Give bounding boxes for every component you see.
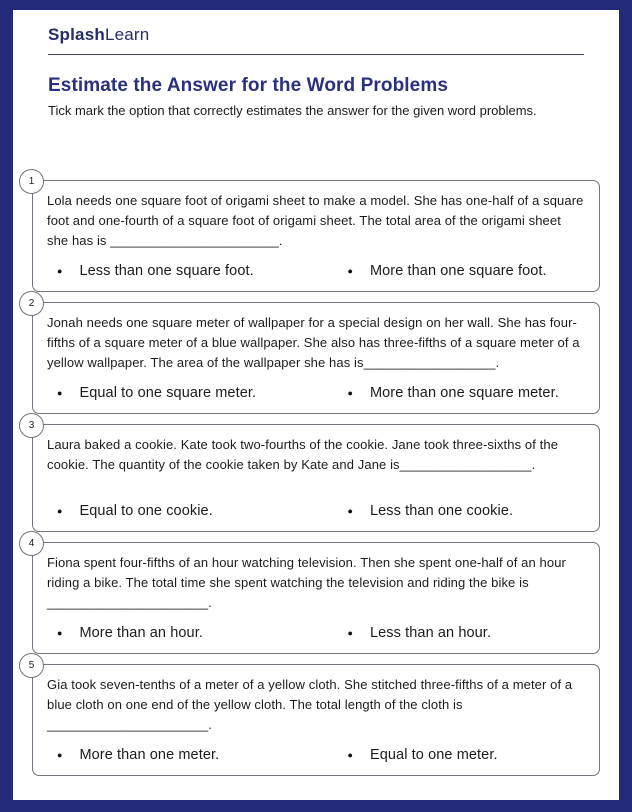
problem-card-4 <box>28 538 600 654</box>
problem-number: 2 <box>28 298 35 309</box>
option-label: Less than one cookie. <box>369 503 514 519</box>
bullet-icon: ● <box>347 627 353 638</box>
option-label: Equal to one square meter. <box>79 385 257 401</box>
options-row <box>47 251 585 279</box>
problem-card-1 <box>28 176 600 292</box>
header-divider <box>48 54 584 55</box>
option-label: More than one meter. <box>79 747 220 763</box>
logo-text-regular: Learn <box>104 25 150 44</box>
bullet-icon: ● <box>347 505 353 516</box>
bullet-icon: ● <box>57 387 63 398</box>
option-b[interactable] <box>338 503 585 519</box>
option-label: Equal to one meter. <box>369 747 498 763</box>
problem-number-badge <box>19 653 44 678</box>
options-row <box>47 735 585 763</box>
option-label: Equal to one cookie. <box>79 503 213 519</box>
options-row <box>47 491 585 519</box>
problem-number: 1 <box>28 176 35 187</box>
options-row <box>47 373 585 401</box>
option-label: Less than an hour. <box>369 625 492 641</box>
problem-number: 5 <box>28 660 35 671</box>
problem-number: 3 <box>28 420 35 431</box>
option-label: More than an hour. <box>79 625 203 641</box>
options-row <box>47 613 585 641</box>
problem-text: Fiona spent four-fifths of an hour watching television. Then she spent one-half of an hour riding a bike. The total time she spent watching the television and riding the bike is ______________________. <box>47 555 566 610</box>
option-label: More than one square meter. <box>369 385 559 401</box>
option-label: More than one square foot. <box>369 263 547 279</box>
problem-list <box>28 176 600 776</box>
option-b[interactable] <box>338 747 585 763</box>
page-title: Estimate the Answer for the Word Problems <box>48 75 449 96</box>
option-a[interactable] <box>47 263 338 279</box>
problem-text: Gia took seven-tenths of a meter of a yellow cloth. She stitched three-fifths of a meter of a blue cloth on one end of the yellow cloth. The total length of the cloth is ______________________. <box>47 677 573 732</box>
option-b[interactable] <box>338 625 585 641</box>
problem-number-badge <box>19 531 44 556</box>
bullet-icon: ● <box>57 505 63 516</box>
splashlearn-logo <box>48 25 584 45</box>
option-label: Less than one square foot. <box>79 263 254 279</box>
bullet-icon: ● <box>57 749 63 760</box>
header <box>48 25 584 118</box>
option-b[interactable] <box>338 263 585 279</box>
option-b[interactable] <box>338 385 585 401</box>
option-a[interactable] <box>47 385 338 401</box>
problem-number-badge <box>19 291 44 316</box>
bullet-icon: ● <box>57 265 63 276</box>
problem-text: Laura baked a cookie. Kate took two-fourths of the cookie. Jane took three-sixths of the cookie. The quantity of the cookie taken by Kate and Jane is__________________. <box>47 437 559 472</box>
problem-card-3 <box>28 420 600 532</box>
problem-number-badge <box>19 169 44 194</box>
page-instructions: Tick mark the option that correctly estimates the answer for the given word problems. <box>48 103 537 118</box>
option-a[interactable] <box>47 625 338 641</box>
problem-number: 4 <box>28 538 35 549</box>
option-a[interactable] <box>47 747 338 763</box>
problem-card-5 <box>28 660 600 776</box>
problem-card-2 <box>28 298 600 414</box>
bullet-icon: ● <box>347 387 353 398</box>
logo-text-bold: Splash <box>48 25 105 44</box>
bullet-icon: ● <box>347 749 353 760</box>
worksheet-page <box>13 10 619 800</box>
problem-text: Jonah needs one square meter of wallpaper for a special design on her wall. She has four-fifths of a square meter of a blue wallpaper. She also has three-fifths of a square meter of a yellow wallpaper. The area of the wallpaper she has is__________________. <box>47 315 580 370</box>
option-a[interactable] <box>47 503 338 519</box>
bullet-icon: ● <box>57 627 63 638</box>
problem-text: Lola needs one square foot of origami sheet to make a model. She has one-half of a square foot and one-fourth of a square foot of origami sheet. The total area of the origami sheet she has is _______________________. <box>47 193 584 248</box>
problem-number-badge <box>19 413 44 438</box>
bullet-icon: ● <box>347 265 353 276</box>
